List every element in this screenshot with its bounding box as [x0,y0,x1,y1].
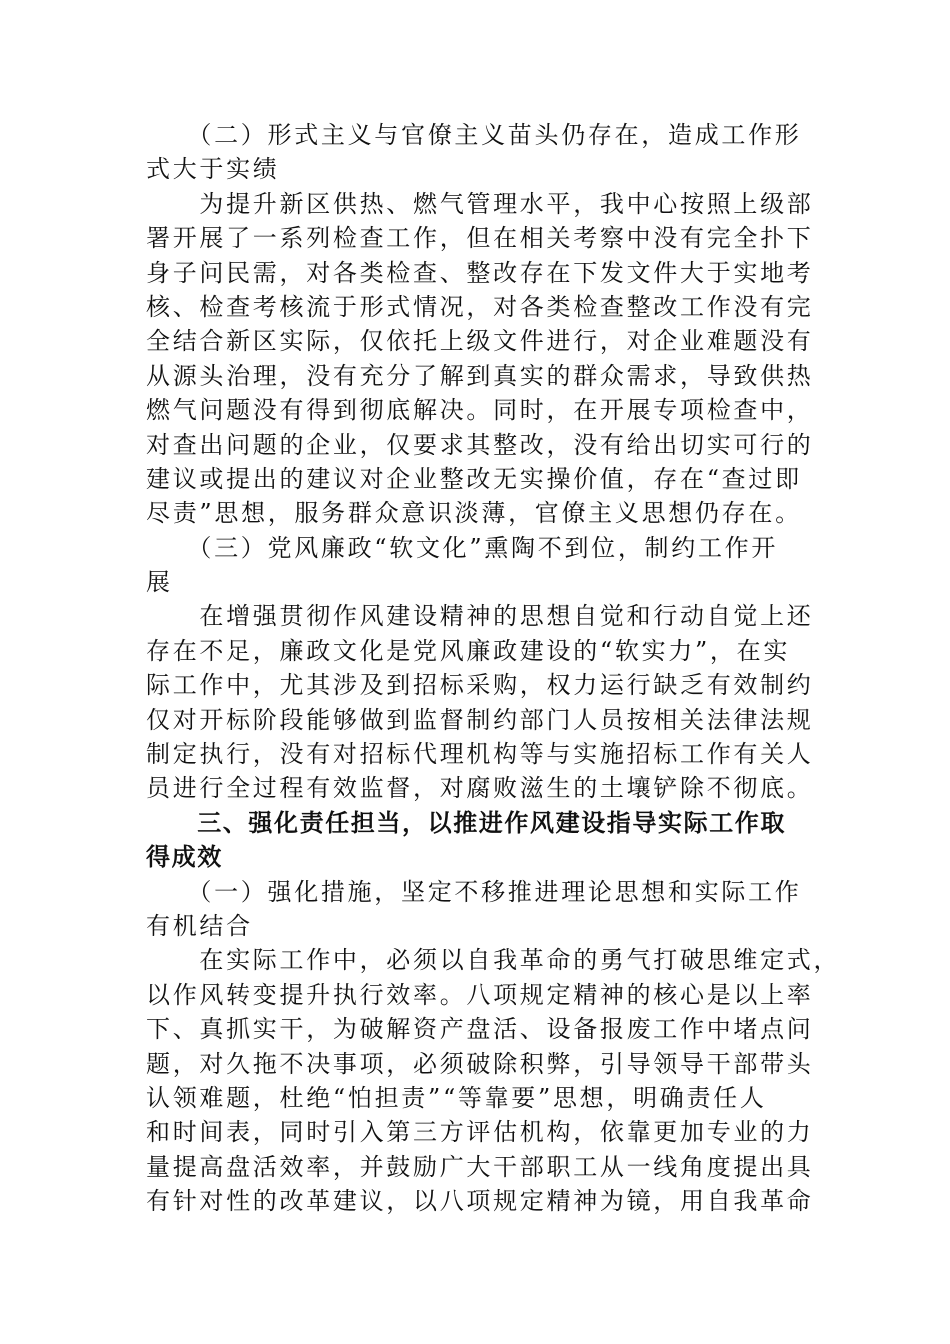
text-line: 有机结合 [146,911,253,940]
text-line: 员进行全过程有效监督，对腐败滋生的土壤铲除不彻底。 [146,774,814,803]
text-line: 认领难题，杜绝“怕担责”“等靠要”思想，明确责任人 [146,1083,767,1112]
paragraph-body-3 [146,943,841,1218]
text-line: 燃气问题没有得到彻底解决。同时，在开展专项检查中， [146,396,814,425]
text-line: 得成效 [146,843,223,872]
text-line: 式大于实绩 [146,155,280,184]
text-line: 从源头治理，没有充分了解到真实的群众需求，导致供热 [146,361,814,390]
text-line: 存在不足，廉政文化是党风廉政建设的“软实力”，在实 [146,636,791,665]
text-line: 在增强贯彻作风建设精神的思想自觉和行动自觉上还 [146,602,814,631]
paragraph-heading-3-1 [146,875,806,944]
text-line: 三、强化责任担当，以推进作风建设指导实际工作取 [146,808,786,837]
text-line: 量提高盘活效率，并鼓励广大干部职工从一线角度提出具 [146,1152,814,1181]
document-page [146,118,841,1219]
text-line: 核、检查考核流于形式情况，对各类检查整改工作没有完 [146,292,814,321]
paragraph-body-2 [146,599,814,805]
text-line: （二）形式主义与官僚主义苗头仍存在，造成工作形 [146,121,802,149]
text-line: 身子问民需，对各类检查、整改存在下发文件大于实地考 [146,258,814,287]
paragraph-body-1 [146,187,814,531]
text-line: 际工作中，尤其涉及到招标采购，权力运行缺乏有效制约 [146,671,814,700]
paragraph-heading-2-3 [146,531,806,600]
paragraph-heading-2-2 [146,118,806,187]
text-line: 下、真抓实干，为破解资产盘活、设备报废工作中堵点问 [146,1015,814,1044]
text-line: 题，对久拖不决事项，必须破除积弊，引导领导干部带头 [146,1049,814,1078]
text-line: 和时间表，同时引入第三方评估机构，依靠更加专业的力 [146,1118,814,1147]
text-line: 署开展了一系列检查工作，但在相关考察中没有完全扑下 [146,224,814,253]
paragraph-heading-3 [146,806,806,875]
text-line: 全结合新区实际，仅依托上级文件进行，对企业难题没有 [146,327,814,356]
text-line: 建议或提出的建议对企业整改无实操价值，存在“查过即 [146,464,802,493]
text-line: 仅对开标阶段能够做到监督制约部门人员按相关法律法规 [146,705,814,734]
text-line: 制定执行，没有对招标代理机构等与实施招标工作有关人 [146,740,814,769]
text-line: 尽责”思想，服务群众意识淡薄，官僚主义思想仍存在。 [146,499,802,528]
text-line: （一）强化措施，坚定不移推进理论思想和实际工作 [146,877,802,906]
text-line: 展 [146,568,173,597]
text-line: 有针对性的改革建议，以八项规定精神为镜，用自我革命 [146,1187,814,1216]
text-line: 在实际工作中，必须以自我革命的勇气打破思维定式， [146,946,841,975]
text-line: 对查出问题的企业，仅要求其整改，没有给出切实可行的 [146,430,814,459]
text-line: 以作风转变提升执行效率。八项规定精神的核心是以上率 [146,980,814,1009]
text-line: （三）党风廉政“软文化”熏陶不到位，制约工作开 [146,533,779,562]
text-line: 为提升新区供热、燃气管理水平，我中心按照上级部 [146,189,814,218]
